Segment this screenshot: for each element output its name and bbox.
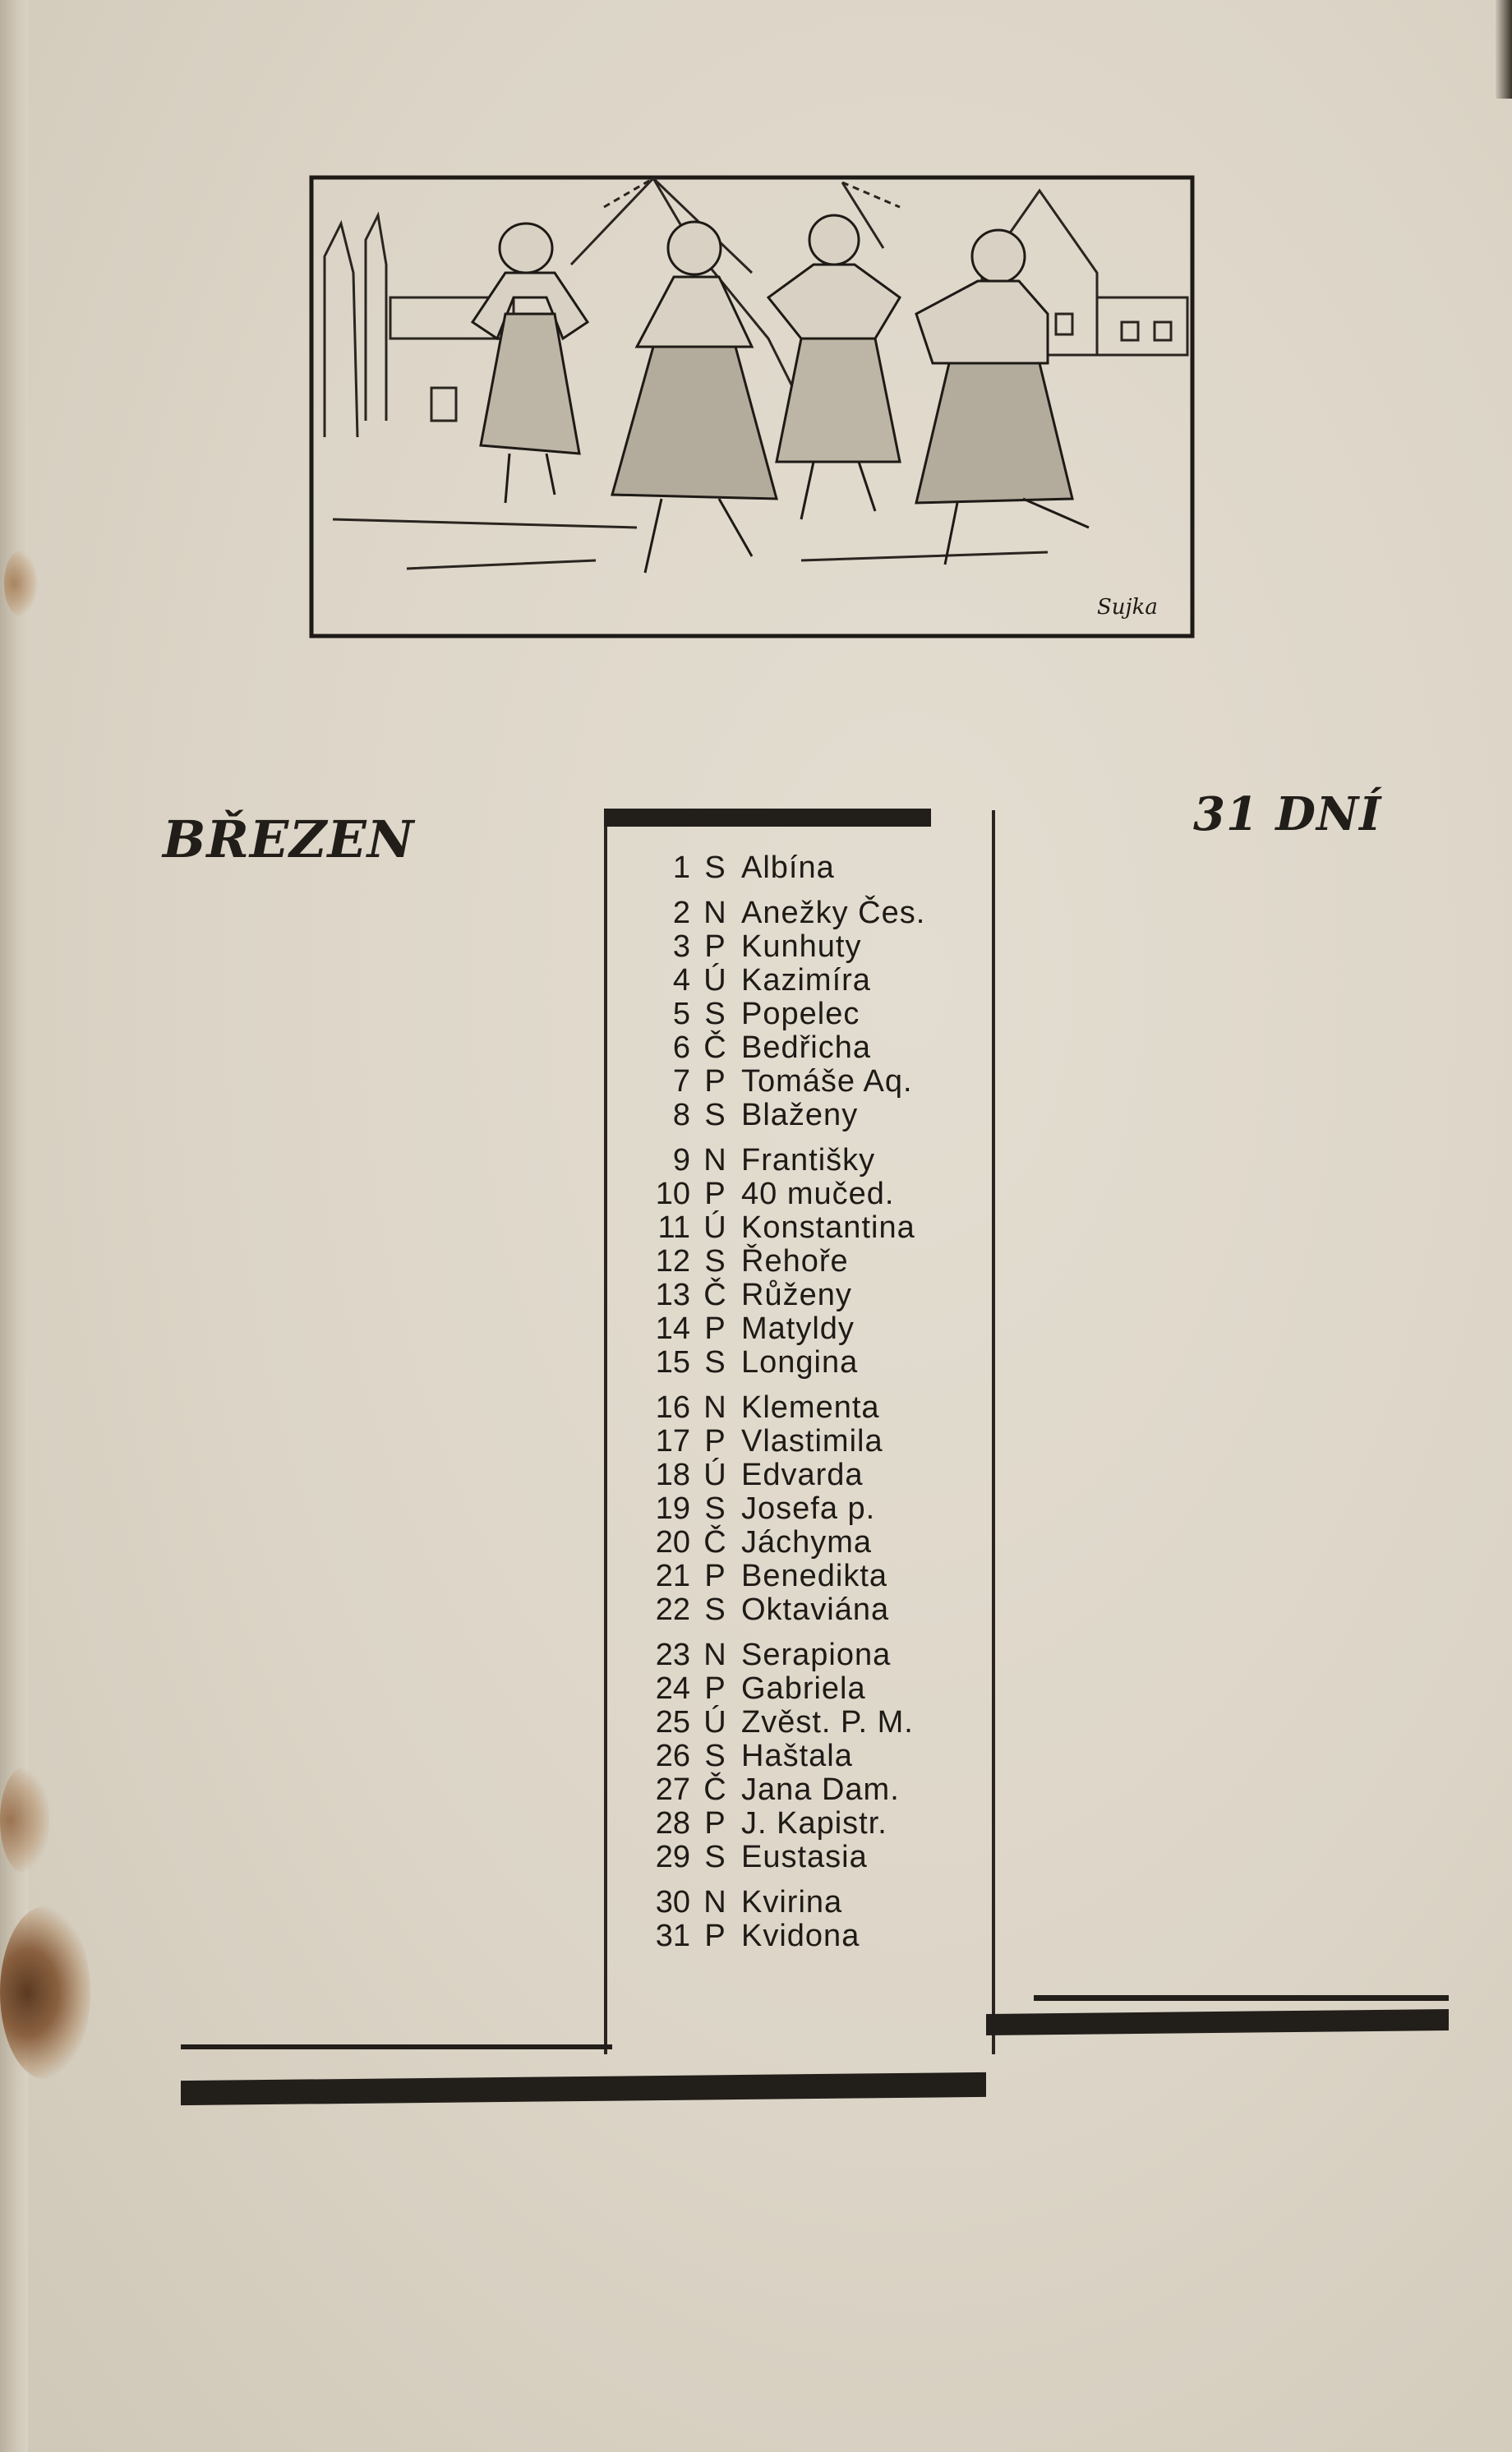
day-row xyxy=(633,1144,994,1178)
weekday-letter: S xyxy=(704,1244,726,1279)
day-number: 7 xyxy=(672,1064,690,1099)
name-day: Josefa p. xyxy=(741,1491,876,1526)
day-number: 31 xyxy=(655,1919,690,1953)
day-number: 13 xyxy=(655,1278,690,1312)
weekday-letter: P xyxy=(704,1919,726,1953)
page-spine-shadow xyxy=(0,0,28,2452)
day-row xyxy=(633,1639,994,1672)
day-number: 1 xyxy=(672,850,690,885)
weekday-letter: N xyxy=(703,1143,726,1178)
divider-rule xyxy=(986,2009,1449,2035)
day-row xyxy=(633,1065,994,1099)
day-row xyxy=(633,1245,994,1279)
weekday-letter: N xyxy=(703,1638,726,1672)
day-number: 22 xyxy=(655,1592,690,1627)
day-number: 9 xyxy=(672,1143,690,1178)
day-row xyxy=(633,930,994,964)
weekday-letter: P xyxy=(704,1424,726,1459)
weekday-letter: Ú xyxy=(703,1210,726,1245)
village-background xyxy=(325,178,1187,569)
day-number: 12 xyxy=(655,1244,690,1279)
name-day: Kvirina xyxy=(741,1885,843,1920)
day-number: 15 xyxy=(655,1345,690,1380)
name-day: Jáchyma xyxy=(741,1525,873,1560)
name-day: Konstantina xyxy=(741,1210,915,1245)
weekday-letter: N xyxy=(703,1390,726,1425)
name-day: Popelec xyxy=(741,997,860,1031)
day-row xyxy=(633,1099,994,1132)
divider-rule xyxy=(181,2044,612,2049)
day-row xyxy=(633,1031,994,1065)
day-number: 24 xyxy=(655,1671,690,1706)
calendar-top-bar xyxy=(604,809,931,827)
week-group xyxy=(633,896,994,1132)
dancer-figure xyxy=(472,224,588,503)
day-row xyxy=(633,1706,994,1740)
day-row xyxy=(633,1425,994,1459)
day-number: 16 xyxy=(655,1390,690,1425)
day-number: 23 xyxy=(655,1638,690,1672)
week-group xyxy=(633,1391,994,1627)
name-day: Benedikta xyxy=(741,1559,888,1593)
day-number: 10 xyxy=(655,1177,690,1211)
name-day: Kazimíra xyxy=(741,963,871,998)
name-day: Oktaviána xyxy=(741,1592,890,1627)
name-day: 40 mučed. xyxy=(741,1177,895,1211)
day-number: 5 xyxy=(672,997,690,1031)
weekday-letter: S xyxy=(704,850,726,885)
name-day: Edvarda xyxy=(741,1458,864,1492)
weekday-letter: Ú xyxy=(703,1458,726,1492)
name-day: Gabriela xyxy=(741,1671,866,1706)
name-day: Kvidona xyxy=(741,1919,860,1953)
day-number: 18 xyxy=(655,1458,690,1492)
day-number: 30 xyxy=(655,1885,690,1920)
weekday-letter: S xyxy=(704,997,726,1031)
day-row xyxy=(633,1279,994,1312)
name-day: Františky xyxy=(741,1143,876,1178)
weekday-letter: S xyxy=(704,1592,726,1627)
week-group xyxy=(633,1886,994,1953)
paper-stain xyxy=(4,551,37,616)
weekday-letter: P xyxy=(704,1559,726,1593)
day-row xyxy=(633,1593,994,1627)
day-number: 8 xyxy=(672,1098,690,1132)
weekday-letter: P xyxy=(704,1064,726,1099)
name-day: Růženy xyxy=(741,1278,852,1312)
name-day: Serapiona xyxy=(741,1638,892,1672)
name-day: Vlastimila xyxy=(741,1424,883,1459)
day-row xyxy=(633,1492,994,1526)
day-row xyxy=(633,1391,994,1425)
day-row xyxy=(633,1672,994,1706)
artist-signature: Sujka xyxy=(1097,595,1158,620)
dancer-figure xyxy=(768,215,900,519)
name-day: Anežky Čes. xyxy=(741,896,926,930)
paper-stain xyxy=(0,1906,90,2079)
weekday-letter: S xyxy=(704,1491,726,1526)
weekday-letter: P xyxy=(704,1177,726,1211)
divider-rule xyxy=(1034,1995,1449,2001)
day-row xyxy=(633,1526,994,1560)
day-number: 26 xyxy=(655,1739,690,1773)
day-row xyxy=(633,1346,994,1380)
dancer-figure xyxy=(612,222,777,573)
name-day: Bedřicha xyxy=(741,1030,871,1065)
day-number: 3 xyxy=(672,929,690,964)
day-number: 27 xyxy=(655,1772,690,1807)
day-number: 19 xyxy=(655,1491,690,1526)
name-day: Blaženy xyxy=(741,1098,859,1132)
divider-rule xyxy=(181,2072,986,2105)
weekday-letter: Ú xyxy=(703,963,726,998)
day-row xyxy=(633,1560,994,1593)
day-row xyxy=(633,1312,994,1346)
day-number: 25 xyxy=(655,1705,690,1740)
day-number: 29 xyxy=(655,1840,690,1874)
day-number: 21 xyxy=(655,1559,690,1593)
weekday-letter: P xyxy=(704,1311,726,1346)
days-in-month-label: 31 DNÍ xyxy=(1193,787,1382,841)
name-day: Longina xyxy=(741,1345,859,1380)
weekday-letter: S xyxy=(704,1840,726,1874)
weekday-letter: S xyxy=(704,1739,726,1773)
day-row xyxy=(633,896,994,930)
day-number: 6 xyxy=(672,1030,690,1065)
day-number: 14 xyxy=(655,1311,690,1346)
day-row xyxy=(633,851,994,885)
day-number: 4 xyxy=(672,963,690,998)
day-number: 17 xyxy=(655,1424,690,1459)
day-list xyxy=(633,851,994,1965)
name-day: Haštala xyxy=(741,1739,853,1773)
page-corner-shadow xyxy=(1496,0,1512,99)
day-row xyxy=(633,1211,994,1245)
name-day: Tomáše Aq. xyxy=(741,1064,913,1099)
week-group xyxy=(633,1144,994,1380)
name-day: Řehoře xyxy=(741,1244,849,1279)
dancing-girls-illustration xyxy=(308,174,1196,639)
day-row xyxy=(633,1920,994,1953)
weekday-letter: N xyxy=(703,896,726,930)
name-day: Jana Dam. xyxy=(741,1772,900,1807)
day-number: 20 xyxy=(655,1525,690,1560)
name-day: J. Kapistr. xyxy=(741,1806,887,1841)
day-row xyxy=(633,964,994,998)
name-day: Kunhuty xyxy=(741,929,862,964)
month-title: BŘEZEN xyxy=(163,809,415,869)
day-row xyxy=(633,1740,994,1773)
weekday-letter: Č xyxy=(703,1278,726,1312)
day-row xyxy=(633,1807,994,1841)
week-group xyxy=(633,851,994,885)
day-row xyxy=(633,1459,994,1492)
weekday-letter: P xyxy=(704,1806,726,1841)
day-number: 11 xyxy=(657,1210,690,1245)
weekday-letter: Č xyxy=(703,1525,726,1560)
weekday-letter: Č xyxy=(703,1030,726,1065)
day-row xyxy=(633,1178,994,1211)
name-day: Klementa xyxy=(741,1390,880,1425)
name-day: Matyldy xyxy=(741,1311,855,1346)
paper-stain xyxy=(0,1767,49,1874)
day-number: 2 xyxy=(672,896,690,930)
day-row xyxy=(633,1841,994,1874)
week-group xyxy=(633,1639,994,1874)
day-row xyxy=(633,1773,994,1807)
weekday-letter: Ú xyxy=(703,1705,726,1740)
weekday-letter: P xyxy=(704,1671,726,1706)
day-number: 28 xyxy=(655,1806,690,1841)
day-row xyxy=(633,1886,994,1920)
weekday-letter: N xyxy=(703,1885,726,1920)
weekday-letter: Č xyxy=(703,1772,726,1807)
weekday-letter: P xyxy=(704,929,726,964)
name-day: Eustasia xyxy=(741,1840,868,1874)
weekday-letter: S xyxy=(704,1098,726,1132)
name-day: Zvěst. P. M. xyxy=(741,1705,914,1740)
weekday-letter: S xyxy=(704,1345,726,1380)
illustration-drawing xyxy=(308,174,1196,639)
dancer-figure xyxy=(916,230,1089,565)
day-row xyxy=(633,998,994,1031)
name-day: Albína xyxy=(741,850,835,885)
